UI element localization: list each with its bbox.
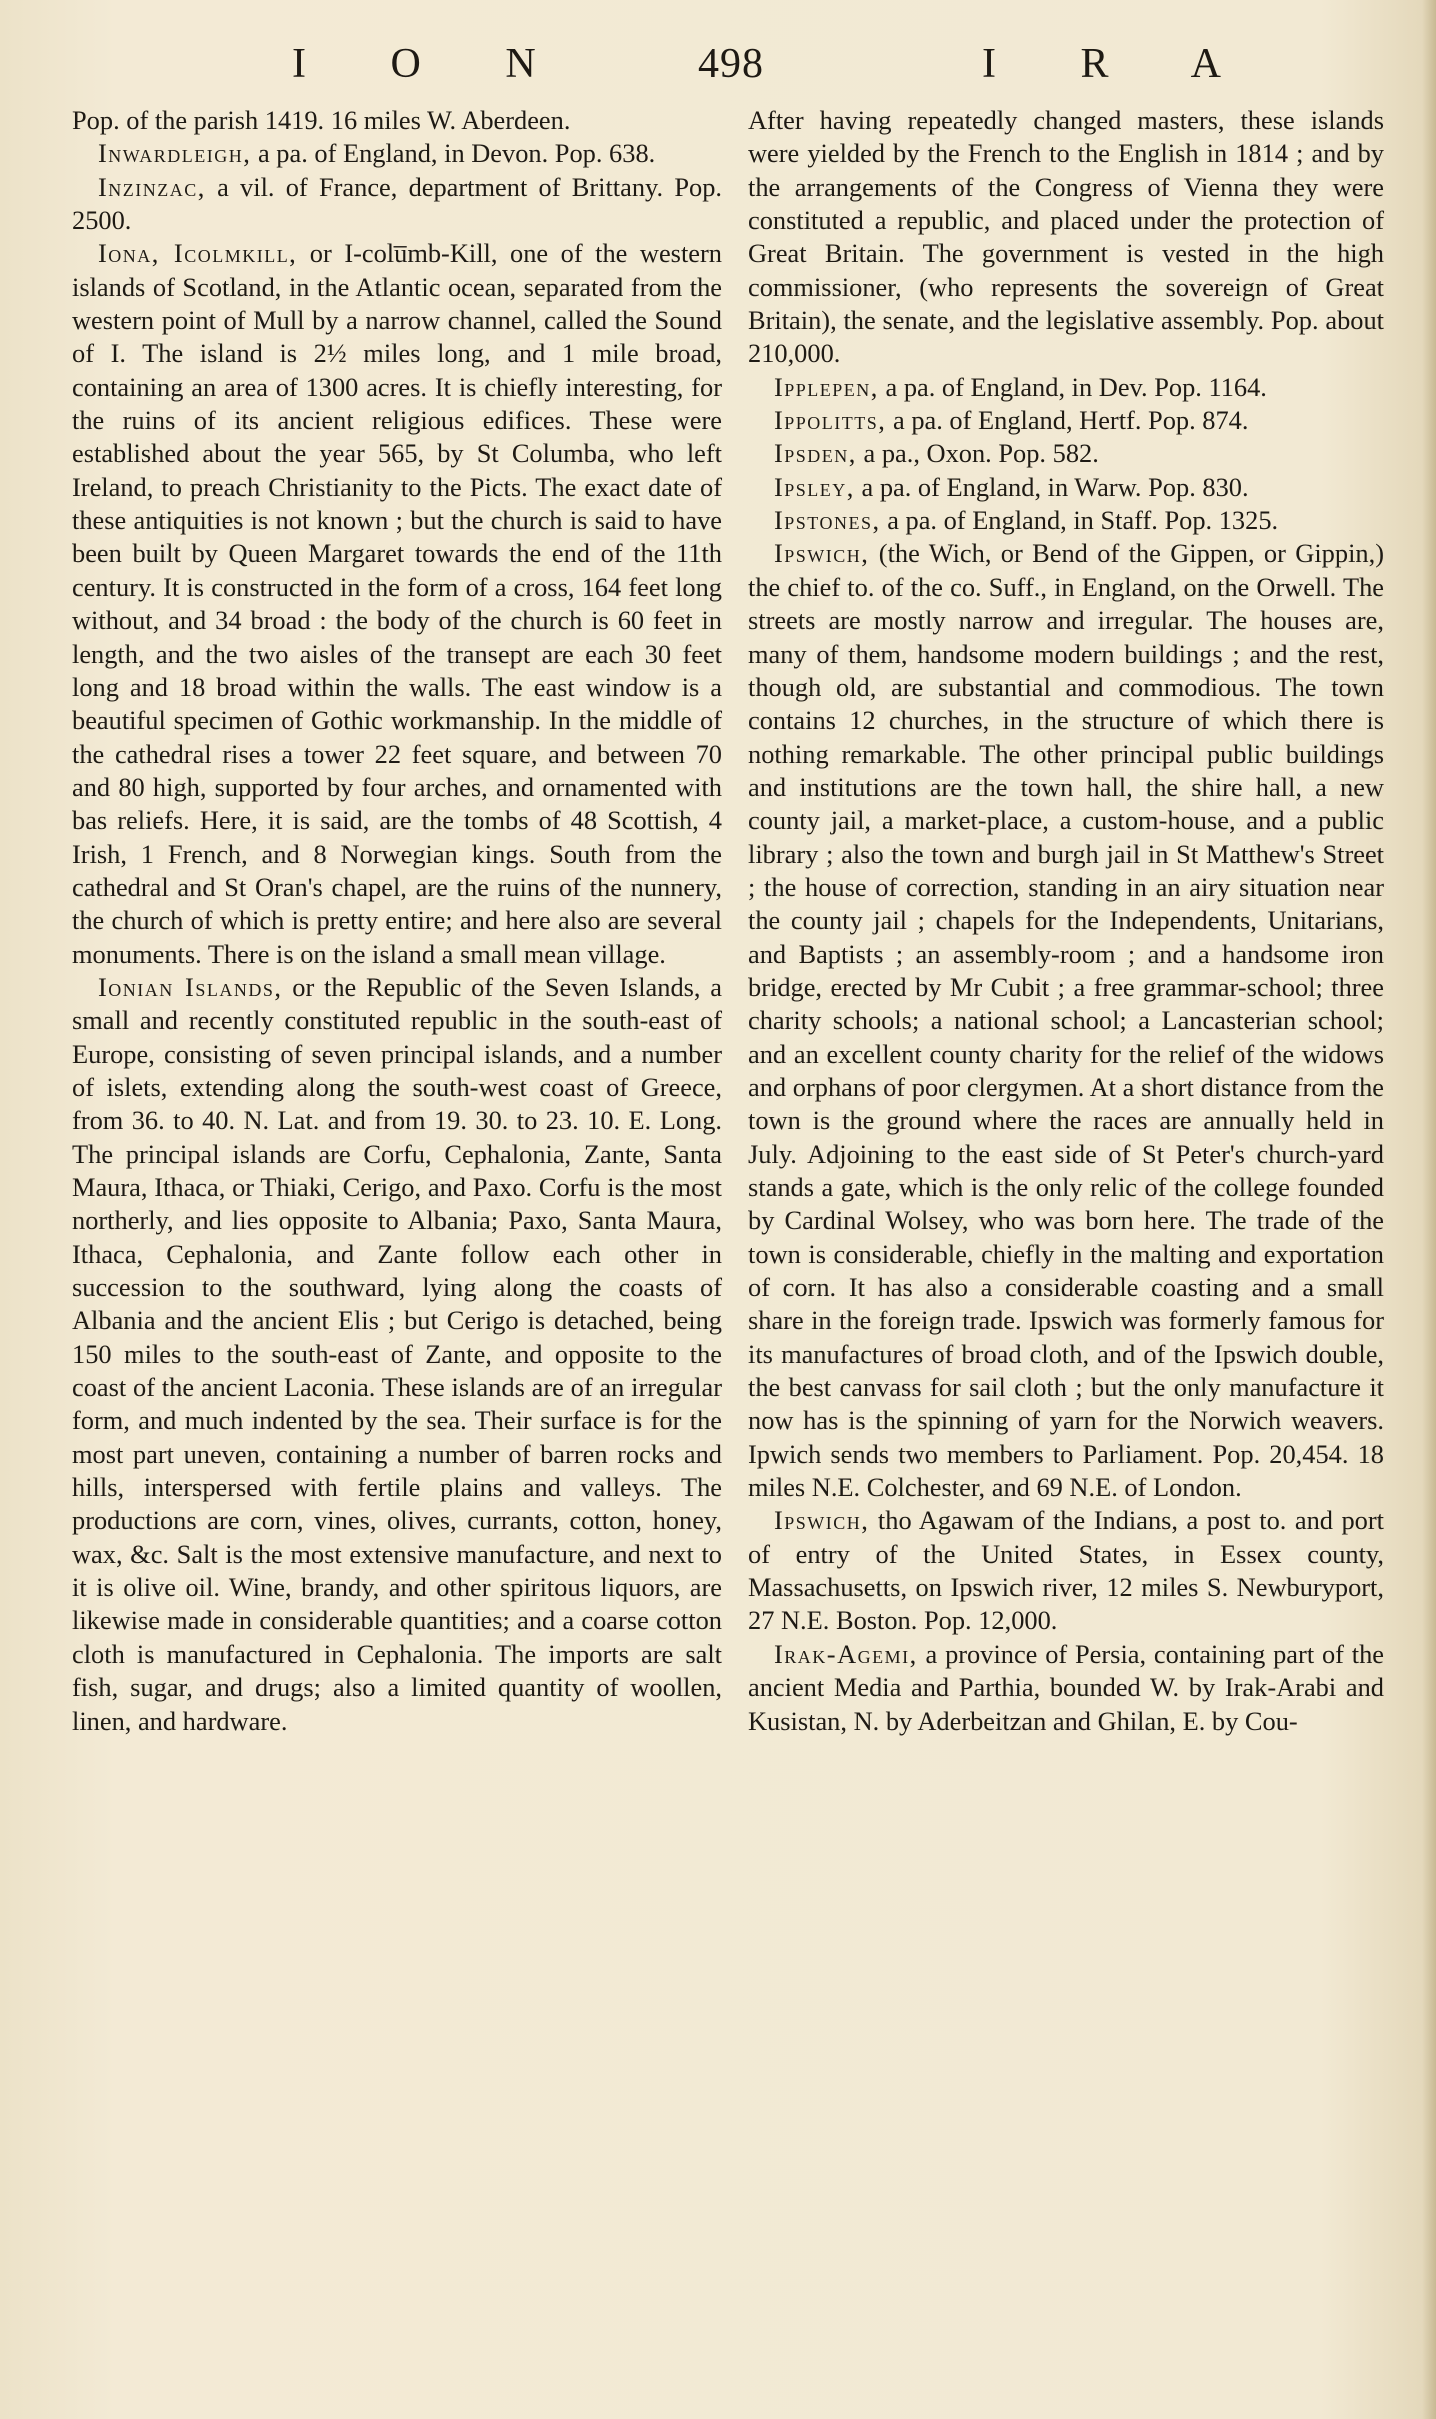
entry-inwardleigh (72, 137, 722, 170)
entry-headword: Iona, Icolmkill, (98, 238, 298, 269)
entry-text: a pa., Oxon. Pop. 582. (856, 438, 1099, 469)
entry-ipstones (748, 504, 1384, 537)
entry-text: tho Agawam of the Indians, a post to. and port of entry of the United States, in Essex county, Massachusetts, on Ipswich river, 12 miles S. Newburyport, 27 N.E. Boston. Pop. 12,000. (748, 1505, 1384, 1636)
entry-text: a pa. of England, Hertf. Pop. 874. (886, 405, 1249, 436)
entry-headword: Ipsden, (774, 438, 857, 469)
entry-ipswich-massachusetts (748, 1504, 1384, 1637)
right-column (748, 104, 1384, 1738)
entry-inzinzac (72, 171, 722, 238)
entry-iona (72, 237, 722, 971)
entry-text: a pa. of England, in Devon. Pop. 638. (251, 138, 656, 169)
header-left-guideword: I O N (292, 41, 558, 87)
page-edge-shadow (1422, 0, 1436, 2419)
entry-headword: Ipswich, (774, 1505, 870, 1536)
entry-text: a vil. of France, department of Brittany. Pop. 2500. (72, 171, 722, 236)
entry-text: a pa. of England, in Staff. Pop. 1325. (880, 505, 1279, 536)
entry-text: After having repeatedly changed masters, these islands were yielded by the French to the English in 1814 ; and by the arrangements of the Congress of Vienna they were constituted a republic, and placed under the protection of Great Britain. The government is vested in the high commissioner, (who represents the sovereign of Great Britain), the senate, and the legislative assembly. Pop. about 210,000. (748, 105, 1384, 369)
entry-text: or I-colu̅mb-Kill, one of the western islands of Scotland, in the Atlantic ocean, separated from the western point of Mull by a narrow channel, called the Sound of I. The island is 2½ miles long, and 1 mile broad, containing an area of 1300 acres. It is chiefly interesting, for the ruins of its ancient religious edifices. These were established about the year 565, by St Columba, who left Ireland, to preach Christianity to the Picts. The exact date of these antiquities is not known ; but the church is said to have been built by Queen Margaret towards the end of the 11th century. It is constructed in the form of a cross, 164 feet long without, and 34 broad : the body of the church is 60 feet in length, and the two aisles of the transept are each 30 feet long and 18 broad within the walls. The east window is a beautiful specimen of Gothic workmanship. In the middle of the cathedral rises a tower 22 feet square, and between 70 and 80 high, supported by four arches, and ornamented with bas reliefs. Here, it is said, are the tombs of 48 Scottish, 4 Irish, 1 French, and 8 Norwegian kings. South from the cathedral and St Oran's chapel, are the ruins of the nunnery, the church of which is pretty entire; and here also are several monuments. There is on the island a small mean village. (72, 238, 722, 969)
entry-headword: Ippolitts, (774, 405, 887, 436)
running-header (0, 40, 1436, 100)
entry-ipsley (748, 471, 1384, 504)
entry-text: Pop. of the parish 1419. 16 miles W. Aberdeen. (72, 105, 571, 135)
entry-irak-agemi (748, 1638, 1384, 1738)
entry-headword: Irak-Agemi, (774, 1638, 918, 1669)
entry-headword: Ionian Islands, (98, 971, 283, 1002)
entry-continuation (72, 104, 722, 137)
entry-ipsden (748, 437, 1384, 470)
entry-text: or the Republic of the Seven Islands, a small and recently constituted republic in the south-east of Europe, consisting of seven principal islands, and a number of islets, extending along the south-west coast of Greece, from 36. to 40. N. Lat. and from 19. 30. to 23. 10. E. Long. The principal islands are Corfu, Cephalonia, Zante, Santa Maura, Ithaca, or Thiaki, Cerigo, and Paxo. Corfu is the most northerly, and lies opposite to Albania; Paxo, Santa Maura, Ithaca, Cephalonia, and Zante follow each other in succession to the southward, lying along the coasts of Albania and the ancient Elis ; but Cerigo is detached, being 150 miles to the south-east of Zante, and opposite to the coast of the ancient Laconia. These islands are of an irregular form, and much indented by the sea. Their surface is for the most part uneven, containing a number of barren rocks and hills, interspersed with fertile plains and valleys. The productions are corn, vines, olives, currants, cotton, honey, wax, &c. Salt is the most extensive manufacture, and next to it is olive oil. Wine, brandy, and other spiritous liquors, are likewise made in considerable quantities; and a coarse cotton cloth is manufactured in Cephalonia. The imports are salt fish, sugar, and drugs; also a limited quantity of woollen, linen, and hardware. (72, 971, 722, 1736)
entry-text: a pa. of England, in Dev. Pop. 1164. (878, 371, 1267, 402)
header-right-guideword: I R A (982, 41, 1244, 87)
entry-continuation (748, 104, 1384, 371)
entry-headword: Ipswich, (774, 538, 870, 569)
entry-ipswich-england (748, 537, 1384, 1504)
page-number: 498 (698, 41, 764, 87)
entry-text: (the Wich, or Bend of the Gippen, or Gippin,) the chief to. of the co. Suff., in England, on the Orwell. The streets are mostly narrow and irregular. The houses are, many of them, handsome modern buildings ; and the rest, though old, are substantial and commodious. The town contains 12 churches, in the structure of which there is nothing remarkable. The other principal public buildings and institutions are the town hall, the shire hall, a new county jail, a market-place, a custom-house, and a public library ; also the town and burgh jail in St Matthew's Street ; the house of correction, standing in an airy situation near the county jail ; chapels for the Independents, Unitarians, and Baptists ; an assembly-room ; and a handsome iron bridge, erected by Mr Cubit ; a free grammar-school; three charity schools; a national school; a Lancasterian school; and an excellent county charity for the relief of the widows and orphans of poor clergymen. At a short distance from the town is the ground where the races are annually held in July. Adjoining to the east side of St Peter's church-yard stands a gate, which is the only relic of the college founded by Cardinal Wolsey, who was born here. The trade of the town is considerable, chiefly in the malting and exportation of corn. It has also a considerable coasting and a small share in the foreign trade. Ipswich was formerly famous for its manufactures of broad cloth, and of the Ipswich double, the best canvass for sail cloth ; but the only manufacture it now has is the spinning of yarn for the Norwich weavers. Ipwich sends two members to Parliament. Pop. 20,454. 18 miles N.E. Colchester, and 69 N.E. of London. (748, 538, 1384, 1503)
entry-text: a pa. of England, in Warw. Pop. 830. (854, 471, 1249, 502)
entry-headword: Inzinzac, (98, 171, 206, 202)
entry-text: a province of Persia, containing part of the ancient Media and Parthia, bounded W. by Irak-Arabi and Kusistan, N. by Aderbeitzan and Ghilan, E. by Cou- (748, 1638, 1384, 1736)
entry-headword: Ipplepen, (774, 371, 879, 402)
entry-headword: Ipstones, (774, 505, 881, 536)
entry-ippolitts (748, 404, 1384, 437)
entry-headword: Ipsley, (774, 471, 855, 502)
left-column (72, 104, 722, 1738)
entry-ionian-islands (72, 971, 722, 1738)
entry-headword: Inwardleigh, (98, 138, 252, 169)
entry-ipplepen (748, 371, 1384, 404)
